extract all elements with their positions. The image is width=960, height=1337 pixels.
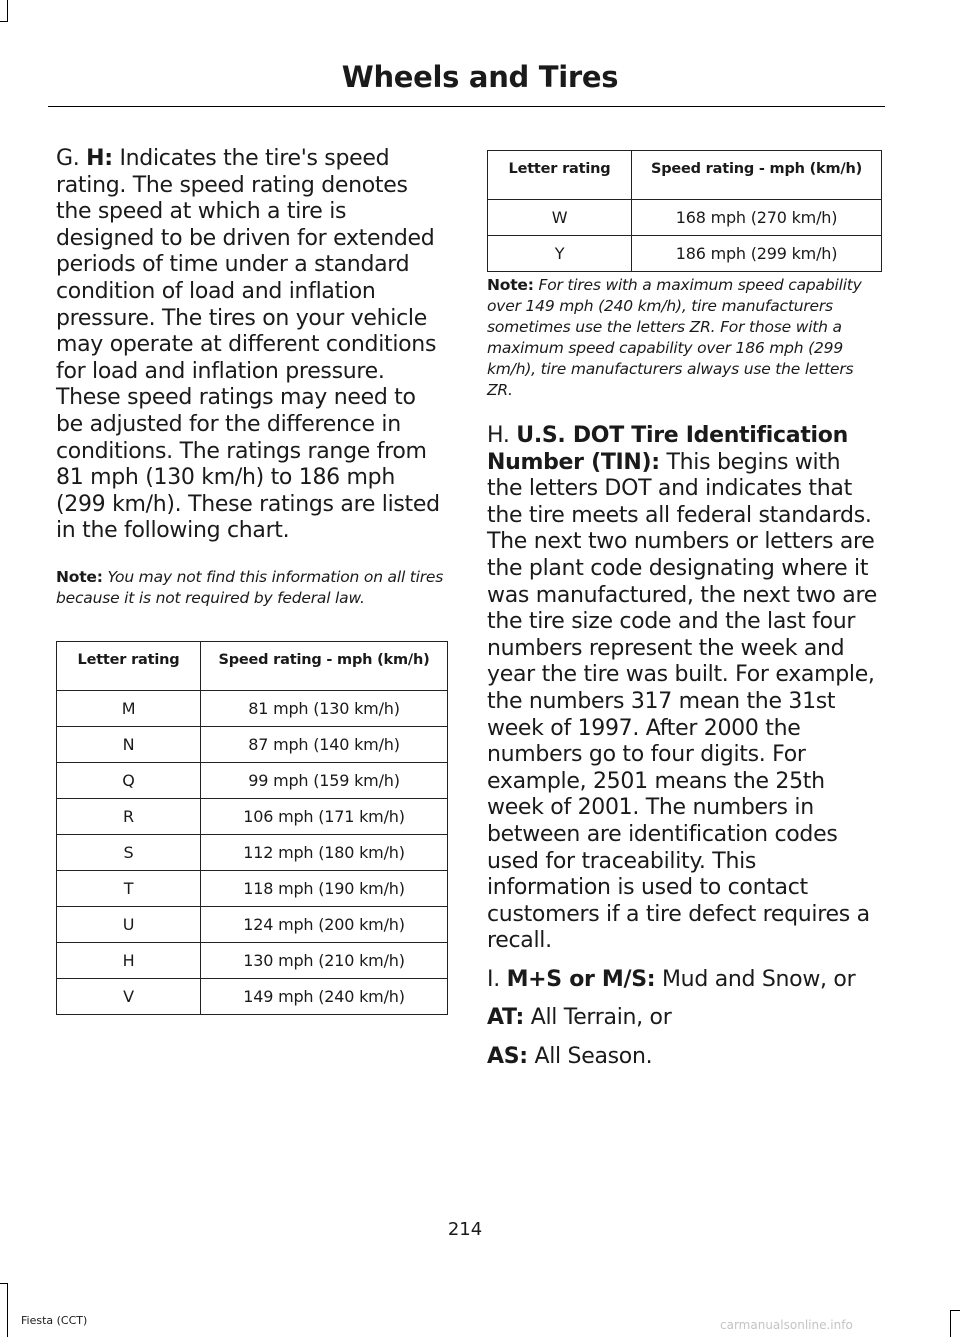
column-header: Speed rating - mph (km/h) xyxy=(201,641,448,690)
note-federal-law xyxy=(56,567,448,609)
crop-mark xyxy=(950,1310,960,1311)
letter-cell: R xyxy=(57,798,201,834)
speed-rating-paragraph xyxy=(56,146,448,545)
table-row xyxy=(57,690,448,726)
table-row xyxy=(57,726,448,762)
table-row xyxy=(57,762,448,798)
speed-cell: 186 mph (299 km/h) xyxy=(632,236,882,272)
letter-cell: M xyxy=(57,690,201,726)
note-text: For tires with a maximum speed capability over 149 mph (240 km/h), tire manufacturers sometimes use the letters ZR. For those with a maximum speed capability over 186 mph (299 km/h), tire manufacturers always use the letters ZR. xyxy=(487,276,862,399)
item-text: This begins with the letters DOT and indicates that the tire meets all federal standards. The next two numbers or letters are the plant code designating where it was manufactured, the next two are the tire size code and the last four numbers represent the week and year the tire was built. For example, the numbers 317 mean the 31st week of 1997. After 2000 the numbers go to four digits. For example, 2501 means the 25th week of 2001. The numbers in between are identification codes used for traceability. This information is used to contact customers if a tire defect requires a recall. xyxy=(487,449,877,954)
speed-cell: 112 mph (180 km/h) xyxy=(201,834,448,870)
model-label: Fiesta (CCT) xyxy=(21,1314,88,1327)
left-column xyxy=(56,146,448,1015)
item-prefix: G. xyxy=(56,146,87,171)
note-zr-letters xyxy=(487,275,882,401)
speed-rating-table xyxy=(56,641,448,1015)
speed-cell: 99 mph (159 km/h) xyxy=(201,762,448,798)
note-label: Note: xyxy=(56,567,103,586)
column-header: Letter rating xyxy=(57,641,201,690)
column-header: Letter rating xyxy=(488,151,632,200)
table-row xyxy=(488,200,882,236)
letter-cell: Y xyxy=(488,236,632,272)
item-text: Indicates the tire's speed rating. The speed rating denotes the speed at which a tire is designed to be driven for extended periods of time under a standard condition of load and inflation pressure. The tires on your vehicle may operate at different conditions for load and inflation pressure. These speed ratings may need to be adjusted for the difference in conditions. The ratings range from 81 mph (130 km/h) to 186 mph (299 km/h). These ratings are listed in the following chart. xyxy=(56,146,440,544)
table-row xyxy=(57,978,448,1014)
letter-cell: U xyxy=(57,906,201,942)
letter-cell: W xyxy=(488,200,632,236)
title-divider xyxy=(48,106,885,107)
note-label: Note: xyxy=(487,276,534,294)
table-row xyxy=(57,834,448,870)
item-prefix: I. xyxy=(487,966,507,992)
table-header-row xyxy=(57,641,448,690)
letter-cell: N xyxy=(57,726,201,762)
item-label: AS: xyxy=(487,1044,528,1070)
page-title: Wheels and Tires xyxy=(341,60,619,94)
crop-mark xyxy=(950,1310,951,1337)
letter-cell: H xyxy=(57,942,201,978)
table-row xyxy=(57,870,448,906)
all-terrain-paragraph xyxy=(487,1005,882,1032)
watermark: carmanualsonline.info xyxy=(720,1318,853,1332)
item-label: M+S or M/S: xyxy=(506,966,656,992)
page-number: 214 xyxy=(447,1219,483,1240)
speed-cell: 106 mph (171 km/h) xyxy=(201,798,448,834)
speed-rating-table-continued xyxy=(487,150,882,272)
letter-cell: V xyxy=(57,978,201,1014)
table-header-row xyxy=(488,151,882,200)
crop-mark xyxy=(0,1283,8,1284)
mud-snow-paragraph xyxy=(487,967,882,994)
table-row xyxy=(57,906,448,942)
letter-cell: T xyxy=(57,870,201,906)
tin-paragraph xyxy=(487,423,882,955)
speed-cell: 168 mph (270 km/h) xyxy=(632,200,882,236)
item-text: All Terrain, or xyxy=(524,1005,672,1031)
speed-cell: 81 mph (130 km/h) xyxy=(201,690,448,726)
speed-cell: 130 mph (210 km/h) xyxy=(201,942,448,978)
item-text: Mud and Snow, or xyxy=(655,966,856,992)
item-label: H: xyxy=(86,146,113,171)
item-label: AT: xyxy=(487,1005,525,1031)
all-season-paragraph xyxy=(487,1044,882,1071)
crop-mark xyxy=(7,0,8,22)
table-row xyxy=(488,236,882,272)
item-text: All Season. xyxy=(527,1044,653,1070)
speed-cell: 124 mph (200 km/h) xyxy=(201,906,448,942)
speed-cell: 87 mph (140 km/h) xyxy=(201,726,448,762)
letter-cell: S xyxy=(57,834,201,870)
right-column xyxy=(487,146,882,1071)
table-row xyxy=(57,798,448,834)
item-prefix: H. xyxy=(487,423,517,448)
speed-cell: 118 mph (190 km/h) xyxy=(201,870,448,906)
table-row xyxy=(57,942,448,978)
note-text: You may not find this information on all tires because it is not required by federal law. xyxy=(56,567,444,607)
crop-mark xyxy=(0,21,8,22)
item-label: U.S. DOT Tire Identification Number (TIN): xyxy=(487,423,848,475)
column-header: Speed rating - mph (km/h) xyxy=(632,151,882,200)
crop-mark xyxy=(7,1283,8,1337)
speed-cell: 149 mph (240 km/h) xyxy=(201,978,448,1014)
letter-cell: Q xyxy=(57,762,201,798)
